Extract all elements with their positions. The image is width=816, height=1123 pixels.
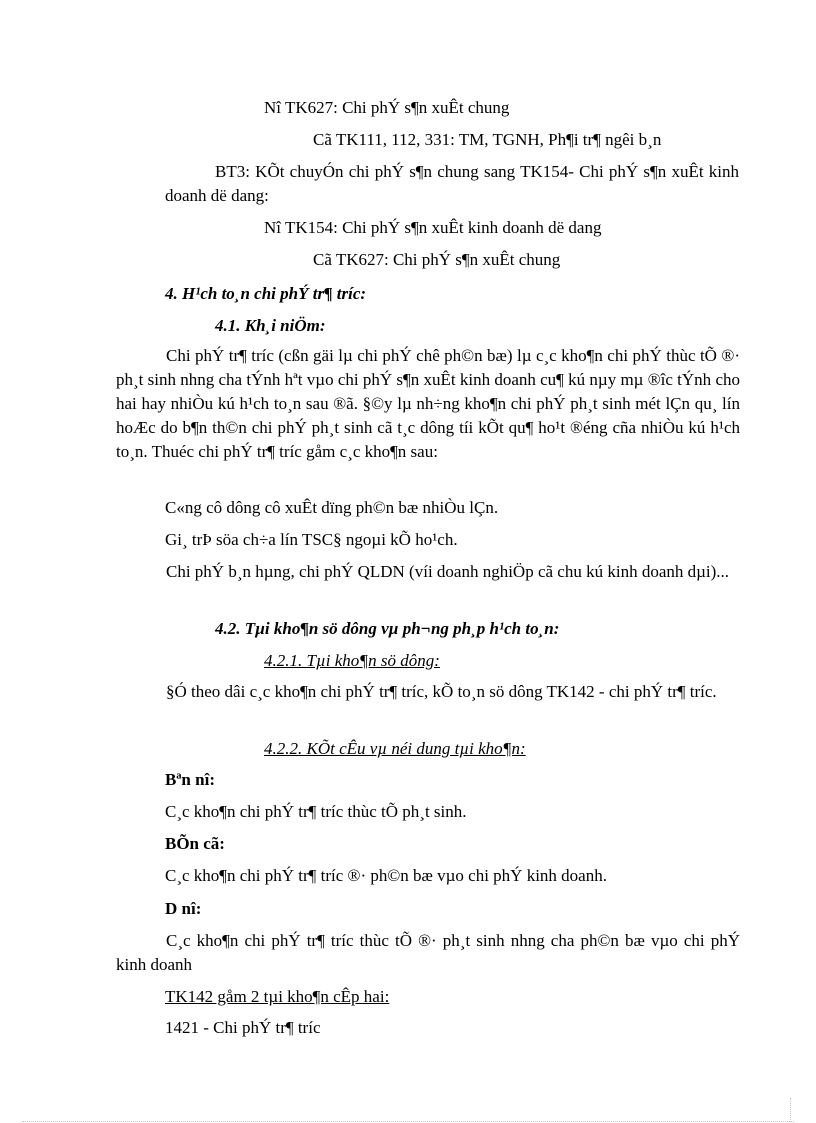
bt3-text: BT3: KÕt chuyÓn chi phÝ s¶n chung sang TK154- Chi phÝ s¶n xuÊt kinh doanh dë dang: [165,162,739,205]
subaccount-1421: 1421 - Chi phÝ tr¶ tríc [165,1018,321,1037]
heading-4-text: 4. H¹ch to¸n chi phÝ tr¶ tríc: [165,284,367,303]
text-debit-balance: C¸c kho¶n chi phÝ tr¶ tríc thùc tÕ ®· ph¸t sinh nhng cha ph©n bæ vµo chi phÝ kinh doanh [116,931,740,974]
label-credit-side: BÕn cã: [165,834,225,853]
label-debit-balance: D nî: [165,899,202,918]
paragraph-definition: Chi phÝ tr¶ tríc (cßn gäi lµ chi phÝ chê ph©n bæ) lµ c¸c kho¶n chi phÝ thùc tÕ ®· ph¸t sinh nhng cha tÝnh hªt vµo chi phÝ s¶n xuÊt kinh doanh cu¶ kú nµy mµ ®îc tÝnh cho hai hay nhiÒu kú h¹ch to¸n sau ®ã. §©y lµ nh÷ng kho¶n chi phÝ ph¸t sinh mét lÇn qu¸ lín hoÆc do b¶n th©n chi phÝ ph¸t sinh cã t¸c dông tíi kÕt qu¶ ho¹t ®éng cña nhiÒu kú h¹ch to¸n. Thuéc chi phÝ tr¶ tríc gåm c¸c kho¶n sau: [116,346,740,461]
label-debit-side: Bªn nî: [165,770,215,789]
page-bottom-border [22,1121,794,1122]
heading-section-4-2-1: 4.2.1. Tµi kho¶n sö dông: [264,651,440,670]
entry-debit-tk154: Nî TK154: Chi phÝ s¶n xuÊt kinh doanh dë dang [264,218,602,237]
entry-credit-tk627: Cã TK627: Chi phÝ s¶n xuÊt chung [313,250,561,269]
list-item-repairs: Gi¸ trÞ söa ch÷a lín TSC§ ngoµi kÕ ho¹ch. [165,530,458,549]
heading-section-4-2: 4.2. Tµi kho¶n sö dông vµ ph¬ng ph¸p h¹ch to¸n: [215,619,560,638]
entry-debit-tk627: Nî TK627: Chi phÝ s¶n xuÊt chung [264,98,510,117]
list-item-selling-costs: Chi phÝ b¸n hµng, chi phÝ QLDN (víi doanh nghiÖp cã chu kú kinh doanh dµi)... [166,562,730,581]
list-item-tools: C«ng cô dông cô xuÊt dïng ph©n bæ nhiÒu lÇn. [165,498,499,517]
page-corner-mark [790,1098,792,1122]
text-credit-side: C¸c kho¶n chi phÝ tr¶ tríc ®· ph©n bæ vµo chi phÝ kinh doanh. [165,866,607,885]
heading-section-4-2-2: 4.2.2. KÕt cÊu vµ néi dung tµi kho¶n: [264,739,526,758]
paragraph-bt3 [115,160,739,208]
heading-section-4 [165,282,366,306]
paragraph-account-usage: §Ó theo dâi c¸c kho¶n chi phÝ tr¶ tríc, kÕ to¸n sö dông TK142 - chi phÝ tr¶ tríc. [166,682,717,701]
heading-section-4-1: 4.1. Kh¸i niÖm: [215,316,326,335]
entry-credit-tk111: Cã TK111, 112, 331: TM, TGNH, Ph¶i tr¶ ngêi b¸n [313,130,662,149]
text-debit-side: C¸c kho¶n chi phÝ tr¶ tríc thùc tÕ ph¸t sinh. [165,802,467,821]
tk142-subaccounts-title: TK142 gåm 2 tµi kho¶n cÊp hai: [165,987,390,1006]
